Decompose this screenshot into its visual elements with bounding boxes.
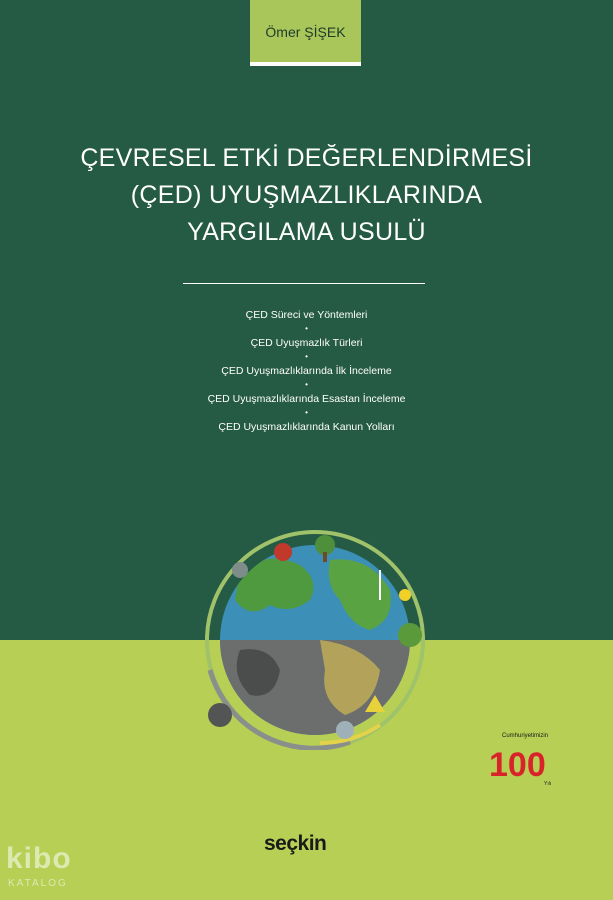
cloud-icon	[336, 721, 354, 739]
author-underline	[250, 62, 361, 66]
topic-item: ÇED Süreci ve Yöntemleri	[245, 309, 368, 321]
bullet-separator: •	[305, 324, 308, 333]
tree-trunk	[323, 552, 327, 562]
watermark-brand: kibo	[6, 842, 72, 875]
tree-icon	[398, 623, 422, 647]
topic-item: ÇED Uyuşmazlıklarında İlk İnceleme	[221, 365, 392, 377]
earth-illustration	[180, 530, 450, 750]
book-title	[40, 140, 573, 251]
title-line-2: (ÇED) UYUŞMAZLIKLARINDA	[130, 181, 483, 209]
bullet-separator: •	[305, 408, 308, 417]
barn-icon	[274, 543, 292, 561]
badge-bottom-text: Yılı	[544, 781, 552, 787]
sun-icon	[399, 589, 411, 601]
title-line-1: ÇEVRESEL ETKİ DEĞERLENDİRMESİ	[80, 144, 533, 172]
cloud-icon	[232, 562, 248, 578]
smoke-icon	[208, 703, 232, 727]
bullet-separator: •	[305, 380, 308, 389]
badge-number: 100	[489, 746, 546, 784]
author-name: Ömer ŞİŞEK	[265, 24, 346, 40]
topic-list	[0, 308, 613, 434]
watermark-sub: KATALOG	[8, 878, 68, 889]
topic-item: ÇED Uyuşmazlıklarında Esastan İnceleme	[207, 393, 406, 405]
topic-item: ÇED Uyuşmazlık Türleri	[250, 337, 363, 349]
bullet-separator: •	[305, 352, 308, 361]
title-divider	[183, 283, 425, 284]
title-line-3: YARGILAMA USULÜ	[187, 218, 426, 246]
topic-item: ÇED Uyuşmazlıklarında Kanun Yolları	[218, 421, 395, 433]
author-label	[250, 0, 361, 62]
publisher-logo: seçkin	[264, 832, 327, 855]
badge-top-text: Cumhuriyetimizin	[502, 733, 549, 739]
